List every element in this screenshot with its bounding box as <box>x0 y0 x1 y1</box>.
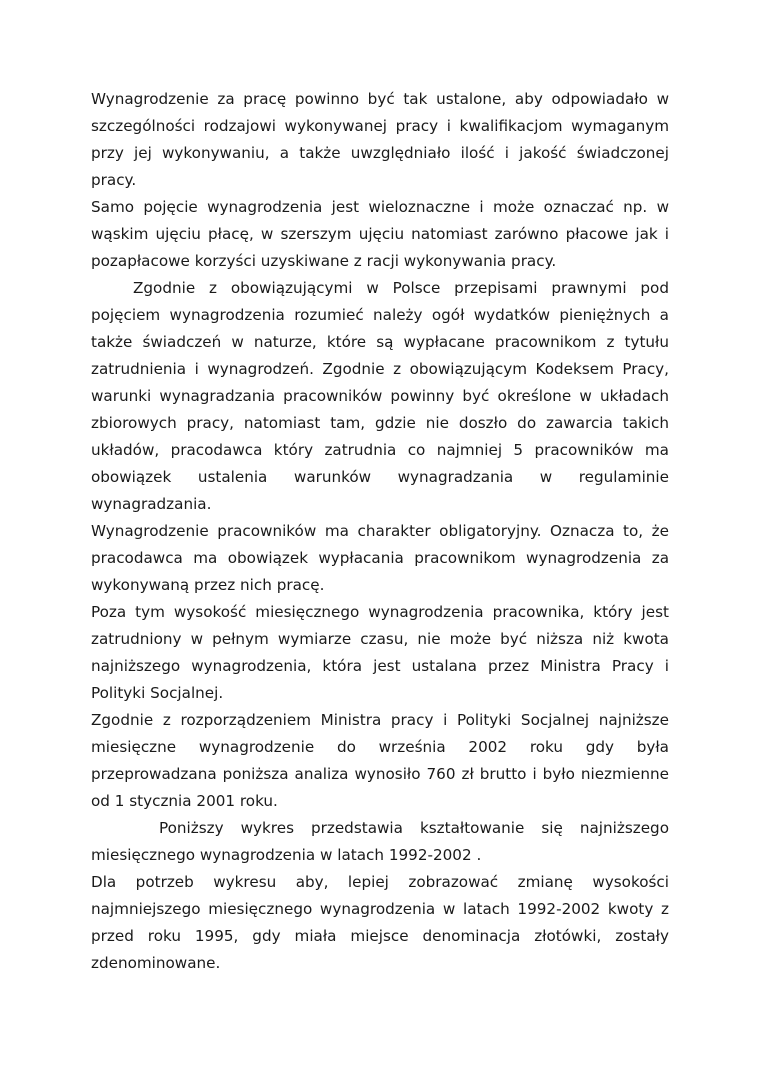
document-page <box>91 86 669 977</box>
paragraph-minimum-wage-amount: Zgodnie z rozporządzeniem Ministra pracy i Polityki Socjalnej najniższe miesięczne wynagrodzenie do września 2002 roku gdy była przeprowadzana poniższa analiza wynosiło 760 zł brutto i było niezmienne od 1 stycznia 2001 roku. <box>91 711 669 810</box>
paragraph-denomination-note: Dla potrzeb wykresu aby, lepiej zobrazować zmianę wysokości najmniejszego miesięcznego wynagrodzenia w latach 1992-2002 kwoty z przed roku 1995, gdy miała miejsce denominacja złotówki, zostały zdenominowane. <box>91 873 669 972</box>
paragraph-minimum-wage-rule: Poza tym wysokość miesięcznego wynagrodzenia pracownika, który jest zatrudniony w pełnym wymiarze czasu, nie może być niższa niż kwota najniższego wynagrodzenia, która jest ustalana przez Ministra Pracy i Polityki Socjalnej. <box>91 603 669 702</box>
paragraph-chart-intro: Poniższy wykres przedstawia kształtowanie się najniższego miesięcznego wynagrodzenia w latach 1992-2002 . <box>91 819 669 864</box>
paragraph-obligatory-character: Wynagrodzenie pracowników ma charakter obligatoryjny. Oznacza to, że pracodawca ma obowiązek wypłacania pracownikom wynagrodzenia za wykonywaną przez nich pracę. <box>91 522 669 594</box>
paragraph-wage-definition: Wynagrodzenie za pracę powinno być tak ustalone, aby odpowiadało w szczególności rodzajowi wykonywanej pracy i kwalifikacjom wymaganym przy jej wykonywaniu, a także uwzględniało ilość i jakość świadczonej pracy. <box>91 90 669 189</box>
paragraph-legal-definition: Zgodnie z obowiązującymi w Polsce przepisami prawnymi pod pojęciem wynagrodzenia rozumieć należy ogół wydatków pieniężnych a także świadczeń w naturze, które są wypłacane pracownikom z tytułu zatrudnienia i wynagrodzeń. Zgodnie z obowiązującym Kodeksem Pracy, warunki wynagradzania pracowników powinny być określone w układach zbiorowych pracy, natomiast tam, gdzie nie doszło do zawarcia takich układów, pracodawca który zatrudnia co najmniej 5 pracowników ma obowiązek ustalenia warunków wynagradzania w regulaminie wynagradzania. <box>91 279 669 513</box>
paragraph-wage-concept: Samo pojęcie wynagrodzenia jest wieloznaczne i może oznaczać np. w wąskim ujęciu płacę, w szerszym ujęciu natomiast zarówno płacowe jak i pozapłacowe korzyści uzyskiwane z racji wykonywania pracy. <box>91 198 669 270</box>
